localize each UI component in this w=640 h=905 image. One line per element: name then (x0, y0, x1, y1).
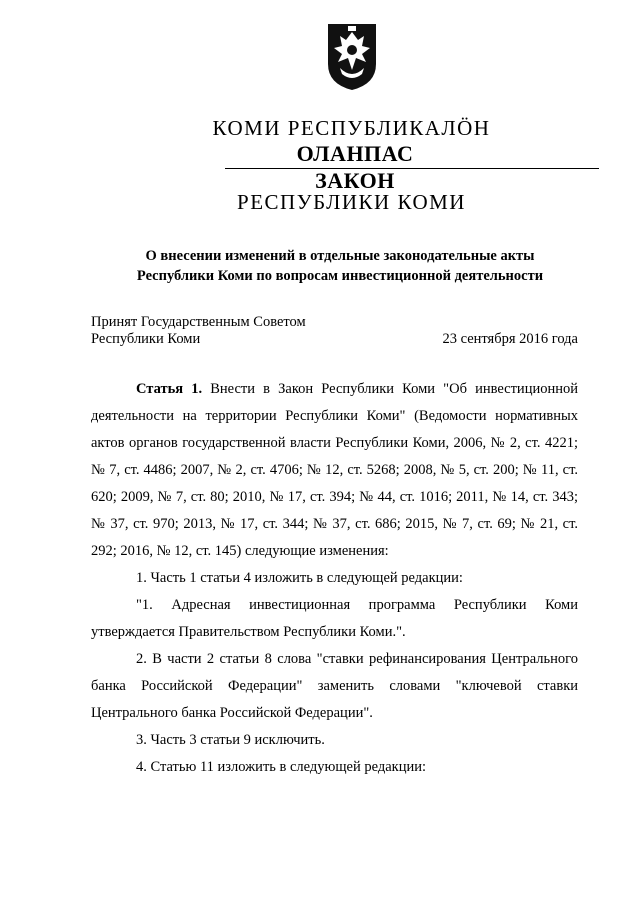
adopted-line-2: Республики Коми (91, 331, 201, 347)
article-1-paragraph (91, 376, 578, 565)
header-republic-komi: РЕСПУБЛИКИ КОМИ (237, 190, 466, 214)
title-line-1: О внесении изменений в отдельные законодательные акты (145, 248, 535, 264)
title-line-2: Республики Коми по вопросам инвестиционной деятельности (136, 268, 544, 284)
law-body (91, 376, 578, 781)
header-republic-komi-lang: КОМИ РЕСПУБЛИКАЛÖН (212, 116, 491, 140)
coat-of-arms-emblem-icon (326, 22, 378, 92)
adoption-date: 23 сентября 2016 года (442, 331, 578, 347)
article-label: Статья 1. (136, 381, 203, 397)
item-1-quote: "1. Адресная инвестиционная программа Республики Коми утверждается Правительством Республики Коми.". (91, 597, 578, 640)
document-title (70, 246, 610, 286)
article-text: Внести в Закон Республики Коми "Об инвестиционной деятельности на территории Республики Коми" (Ведомости нормативных актов органов государственной власти Республики Коми, 2006, № 2, ст. 4221; № 7, ст. 4486; 2007, № 2, ст. 4706; № 12, ст. 5268; 2008, № 5, ст. 200; № 11, ст. 620; 2009, № 7, ст. 80; 2010, № 17, ст. 394; № 44, ст. 1016; 2011, № 14, ст. 343; № 37, ст. 970; 2013, № 17, ст. 344; № 37, ст. 686; 2015, № 7, ст. 69; № 21, ст. 292; 2016, № 12, ст. 145) следующие изменения: (91, 381, 578, 559)
header-zakon: ЗАКОН (315, 168, 395, 193)
item-2: 2. В части 2 статьи 8 слова "ставки рефинансирования Центрального банка Российской Федерации" заменить словами "ключевой ставки Центрального банка Российской Федерации". (91, 651, 578, 721)
item-3: 3. Часть 3 статьи 9 исключить. (136, 732, 325, 748)
item-4: 4. Статью 11 изложить в следующей редакции: (136, 759, 427, 775)
header-olanpas: ОЛАНПАС (296, 141, 414, 166)
adopted-by (91, 314, 306, 348)
adopted-line-1: Принят Государственным Советом (91, 314, 306, 330)
item-1: 1. Часть 1 статьи 4 изложить в следующей редакции: (136, 570, 463, 586)
